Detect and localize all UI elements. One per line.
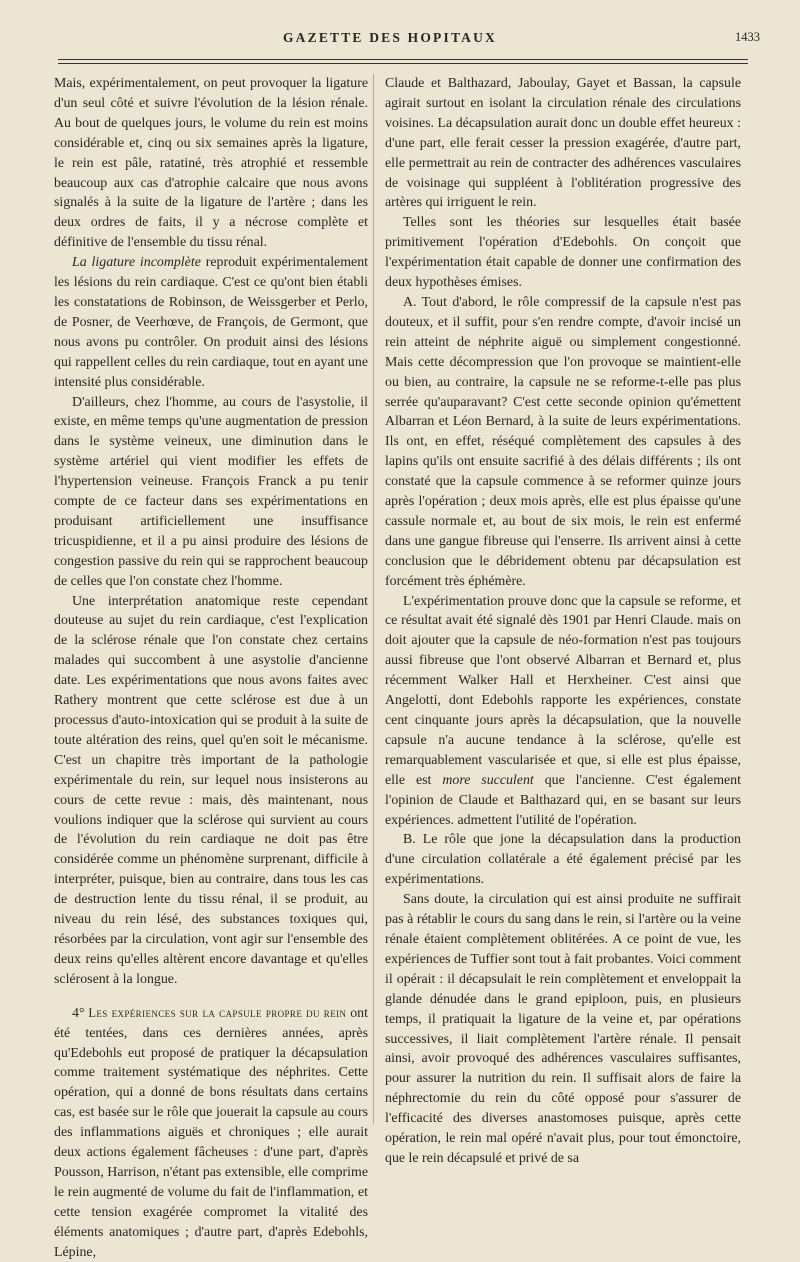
paragraph <box>54 253 368 392</box>
paragraph: Mais, expérimentalement, on peut provoquer la ligature d'un seul côté et suivre l'évolution de la lésion rénale. Au bout de quelques jours, le volume du rein est moins considérable et, cinq ou six semaines après la ligature, le rein est pâle, ratatiné, très atrophié et ressemble beaucoup aux cas d'atrophie calcaire que nous avons signalés à la suite de la ligature de l'artère ; dans les deux ordres de faits, il y a nécrose complète et définitive de l'ensemble du tissu rénal. <box>54 76 368 251</box>
running-title: GAZETTE DES HOPITAUX <box>282 30 498 45</box>
paragraph <box>385 592 741 831</box>
column-divider <box>373 74 374 1124</box>
paragraph: Telles sont les théories sur lesquelles était basée primitivement l'opération d'Edebohls. On conçoit que l'expérimentation était capable de donner une confirmation des deux hypothèses émises. <box>385 215 741 291</box>
page-number: 1433 <box>735 30 760 44</box>
paragraph-text: que l'ancienne. C'est également l'opinion de Claude et Balthazard qui, en se basant sur leurs expériences. admettent l'utilité de l'opération. <box>385 772 741 828</box>
right-column <box>385 74 741 1169</box>
italic-phrase: more succulent <box>442 772 534 788</box>
page-header <box>0 30 800 50</box>
paragraph-text: reproduit expérimentalement les lésions du rein cardiaque. C'est ce qu'ont bien établi les constatations de Robinson, de Weissgerber et Perlo, de Posner, de Veerhœve, de François, de Germont, que nous avons pu contrôler. On produit ainsi des lésions qui rappellent celles du rein cardiaque, tout en ayant une intensité plus considérable. <box>54 255 368 390</box>
paragraph: Une interprétation anatomique reste cependant douteuse au sujet du rein cardiaque, c'est l'explication de la sclérose rénale que l'on constate chez certains malades qui succombent à une asystolie d'ancienne date. Les expérimentations que nous avons faites avec Rathery montrent que cette sclérose est due à un processus d'auto-intoxication qui se produit à la suite de toute altération des reins, quel qu'en soit le mécanisme. C'est un chapitre très important de la pathologie expérimentale du rein, sur lequel nous insisterons au cours de cette revue : mais, dès maintenant, nous voulions indiquer que la sclérose qui survient au cours de l'évolution du rein cardiaque ne doit pas être considérée comme un phénomène surprenant, difficile à interpréter, puisque, bien au contraire, dans tous les cas de destruction lente du tissu rénal, il se produit, au niveau du rein lésé, des substances toxiques qui, résorbées par la circulation, vont agir sur l'ensemble des deux reins qu'elles altèrent encore davantage et qu'elles sclérosent à la longue. <box>54 593 368 987</box>
left-column <box>54 74 368 1262</box>
section-heading: Les expériences sur la capsule propre du rein <box>88 1005 347 1020</box>
paragraph: Claude et Balthazard, Jaboulay, Gayet et Bassan, la capsule agirait surtout en isolant la circulation rénale des circulations voisines. La décapsulation aurait donc un double effet heureux : d'une part, elle ferait cesser la pression exagérée, d'autre part, elle permettrait au rein de contracter des adhérences vasculaires de voisinage qui suppléent à l'oblitération progressive des artères qui irriguent le rein. <box>385 76 741 211</box>
paragraph: D'ailleurs, chez l'homme, au cours de l'asystolie, il existe, en même temps qu'une augmentation de pression dans le système veineux, une diminution dans le système artériel qui vient modifier les effets de l'hypertension veineuse. François Franck a pu tenir compte de ce facteur dans ses expérimentations en produisant artificiellement une insuffisance tricuspidienne, et il a pu ainsi produire des lésions de congestion passive du rein qui se rapprochent beaucoup de celles que l'on constate chez l'homme. <box>54 394 368 589</box>
section-number: 4° <box>72 1005 89 1021</box>
italic-phrase: La ligature incomplète <box>72 255 201 271</box>
paragraph: B. Le rôle que jone la décapsulation dans la production d'une circulation collatérale a été également précisé par les expérimentations. <box>385 832 741 888</box>
paragraph: A. Tout d'abord, le rôle compressif de la capsule n'est pas douteux, et il suffit, pour s'en rendre compte, d'avoir incisé un rein atteint de néphrite aiguë ou simplement congestionné. Mais cette décompression que l'on provoque se maintient-elle ou bien, au contraire, la capsule ne se reforme-t-elle pas plus serrée qu'auparavant? C'est cette seconde opinion qu'émettent Albarran et Léon Bernard, à la suite de leurs expérimentations. Ils ont, en effet, réséqué complètement des capsules à des lapins qu'ils ont ensuite sacrifié à des délais différents ; ils ont constaté que la capsule commence à se reformer quinze jours après l'opération ; deux mois après, elle est plus épaisse qu'une cassule normale et, au bout de six mois, le rein est enfermé dans une gangue fibreuse qui l'enserre. Ils arrivent ainsi à cette conclusion que le débridement obtenu par décapsulation est forcément très éphémère. <box>385 294 741 589</box>
paragraph-text: ont été tentées, dans ces dernières années, après qu'Edebohls eut proposé de pratiquer la décapsulation comme traitement systématique des néphrites. Cette opération, qui a donné de bons résultats dans certains cas, est basée sur le rôle que jouerait la capsule au cours des inflammations aiguës et chroniques ; elle aurait deux actions également fâcheuses : d'une part, d'après Pousson, Harrison, n'étant pas extensible, elle comprime le rein augmenté de volume du fait de l'inflammation, et cette tension exagérée compromet la vitalité des éléments anatomiques ; d'autre part, d'après Edebohls, Lépine, <box>54 1005 368 1260</box>
paragraph: Sans doute, la circulation qui est ainsi produite ne suffirait pas à rétablir le cours du sang dans le rein, si l'artère ou la veine rénale étaient complètement oblitérées. A ce point de vue, les expériences de Tuffier sont tout à fait probantes. Voici comment il opérait : il décapsulait le rein complètement et enveloppait la glande dénudée dans le grand epiploon, puis, en plusieurs temps, il pratiquait la ligature de la veine et, par opérations successives, il liait complètement l'artère rénale. Il pensait ainsi, avoir provoqué des adhérences vasculaires suffisantes, pour assurer la nutrition du rein. Il suffisait alors de faire la néphrectomie du rein du côté opposé pour s'assurer de l'efficacité des diverses anastomoses puisque, après cette opération, le rein mal opéré n'avait plus, pour tout émonctoire, que le rein décapsulé et privé de sa <box>385 892 741 1166</box>
paragraph-text: L'expérimentation prouve donc que la capsule se reforme, et ce résultat avait été signalé dès 1901 par Henri Claude. mais on doit ajouter que la capsule de néo-formation n'est pas toujours aussi fibreuse que l'ont observé Albarran et Bernard et, plus récemment Walker Hall et Herxheiner. C'est ainsi que Angelotti, dont Edebohls rapporte les expériences, constate cent cinquante jours après la décapsulation, que la nouvelle capsule n'a aucune tendance à la sclérose, qu'elle est remarquablement vascularisée et que, si elle est plus épaisse, elle est <box>385 593 741 788</box>
header-rule-thick <box>58 59 748 60</box>
section-paragraph <box>54 1004 368 1262</box>
header-rule-thin <box>58 63 748 64</box>
